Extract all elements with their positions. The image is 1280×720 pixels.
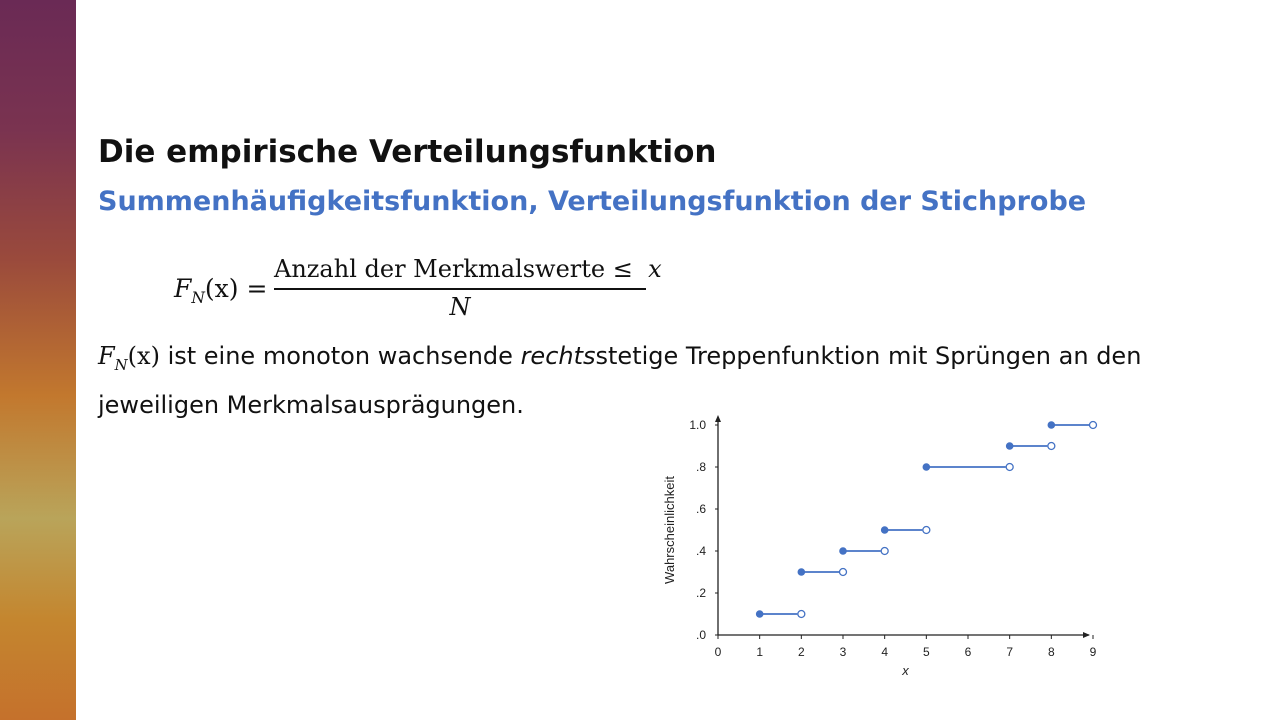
x-tick-label: 9 xyxy=(1089,645,1097,659)
step-closed-point xyxy=(923,463,931,471)
x-tick-label: 6 xyxy=(964,645,972,659)
x-tick-label: 2 xyxy=(797,645,805,659)
para-text-2: stetige Treppenfunktion mit Sprüngen an den jeweiligen Merkmalsausprägungen. xyxy=(98,342,1142,419)
numerator-operator: ≤ xyxy=(612,255,633,283)
inline-func-symbol: F xyxy=(98,342,115,370)
formula-lhs xyxy=(174,274,267,307)
ecdf-step-chart xyxy=(650,410,1110,690)
x-axis-label: x xyxy=(902,663,909,678)
step-open-point xyxy=(923,527,930,534)
x-axis-arrow xyxy=(1083,632,1090,638)
slide-subtitle: Summenhäufigkeitsfunktion, Verteilungsfunktion der Stichprobe xyxy=(98,186,1087,217)
y-tick-label: .6 xyxy=(695,502,706,516)
step-open-point xyxy=(840,569,847,576)
x-tick-label: 7 xyxy=(1006,645,1014,659)
step-open-point xyxy=(1090,422,1097,429)
numerator-text: Anzahl der Merkmalswerte xyxy=(274,255,613,283)
slide-title: Die empirische Verteilungsfunktion xyxy=(98,134,717,170)
step-closed-point xyxy=(798,568,806,576)
step-closed-point xyxy=(1006,442,1014,450)
step-closed-point xyxy=(839,547,847,555)
para-text-1: ist eine monoton wachsende xyxy=(159,342,521,370)
fraction-bar xyxy=(274,288,646,290)
step-closed-point xyxy=(756,610,764,618)
para-italic: rechts xyxy=(520,342,596,370)
formula-numerator xyxy=(274,252,662,286)
inline-func-rest: (x) xyxy=(127,342,160,370)
x-tick-label: 1 xyxy=(756,645,764,659)
formula-func-symbol: F xyxy=(174,274,192,303)
decorative-side-band xyxy=(0,0,76,720)
formula-func-subscript: N xyxy=(191,289,205,307)
formula-fraction xyxy=(274,252,662,321)
y-axis-label: Wahrscheinlichkeit xyxy=(662,476,677,584)
x-tick-label: 3 xyxy=(839,645,847,659)
y-axis-arrow xyxy=(715,415,721,422)
step-open-point xyxy=(798,611,805,618)
x-tick-label: 8 xyxy=(1047,645,1055,659)
x-tick-label: 0 xyxy=(714,645,722,659)
y-tick-label: 1.0 xyxy=(689,418,706,432)
formula-lhs-rest: (x) = xyxy=(204,274,268,303)
step-open-point xyxy=(1048,443,1055,450)
inline-func-subscript: N xyxy=(114,355,128,374)
y-tick-label: .8 xyxy=(695,460,706,474)
inline-math xyxy=(98,342,160,374)
step-closed-point xyxy=(1048,421,1056,429)
y-tick-label: .0 xyxy=(695,628,706,642)
step-open-point xyxy=(1006,464,1013,471)
numerator-variable: x xyxy=(648,255,662,283)
formula-denominator: N xyxy=(449,293,471,321)
y-tick-label: .2 xyxy=(695,586,706,600)
step-open-point xyxy=(881,548,888,555)
y-tick-label: .4 xyxy=(695,544,706,558)
x-tick-label: 4 xyxy=(881,645,889,659)
x-tick-label: 5 xyxy=(922,645,930,659)
step-closed-point xyxy=(881,526,889,534)
